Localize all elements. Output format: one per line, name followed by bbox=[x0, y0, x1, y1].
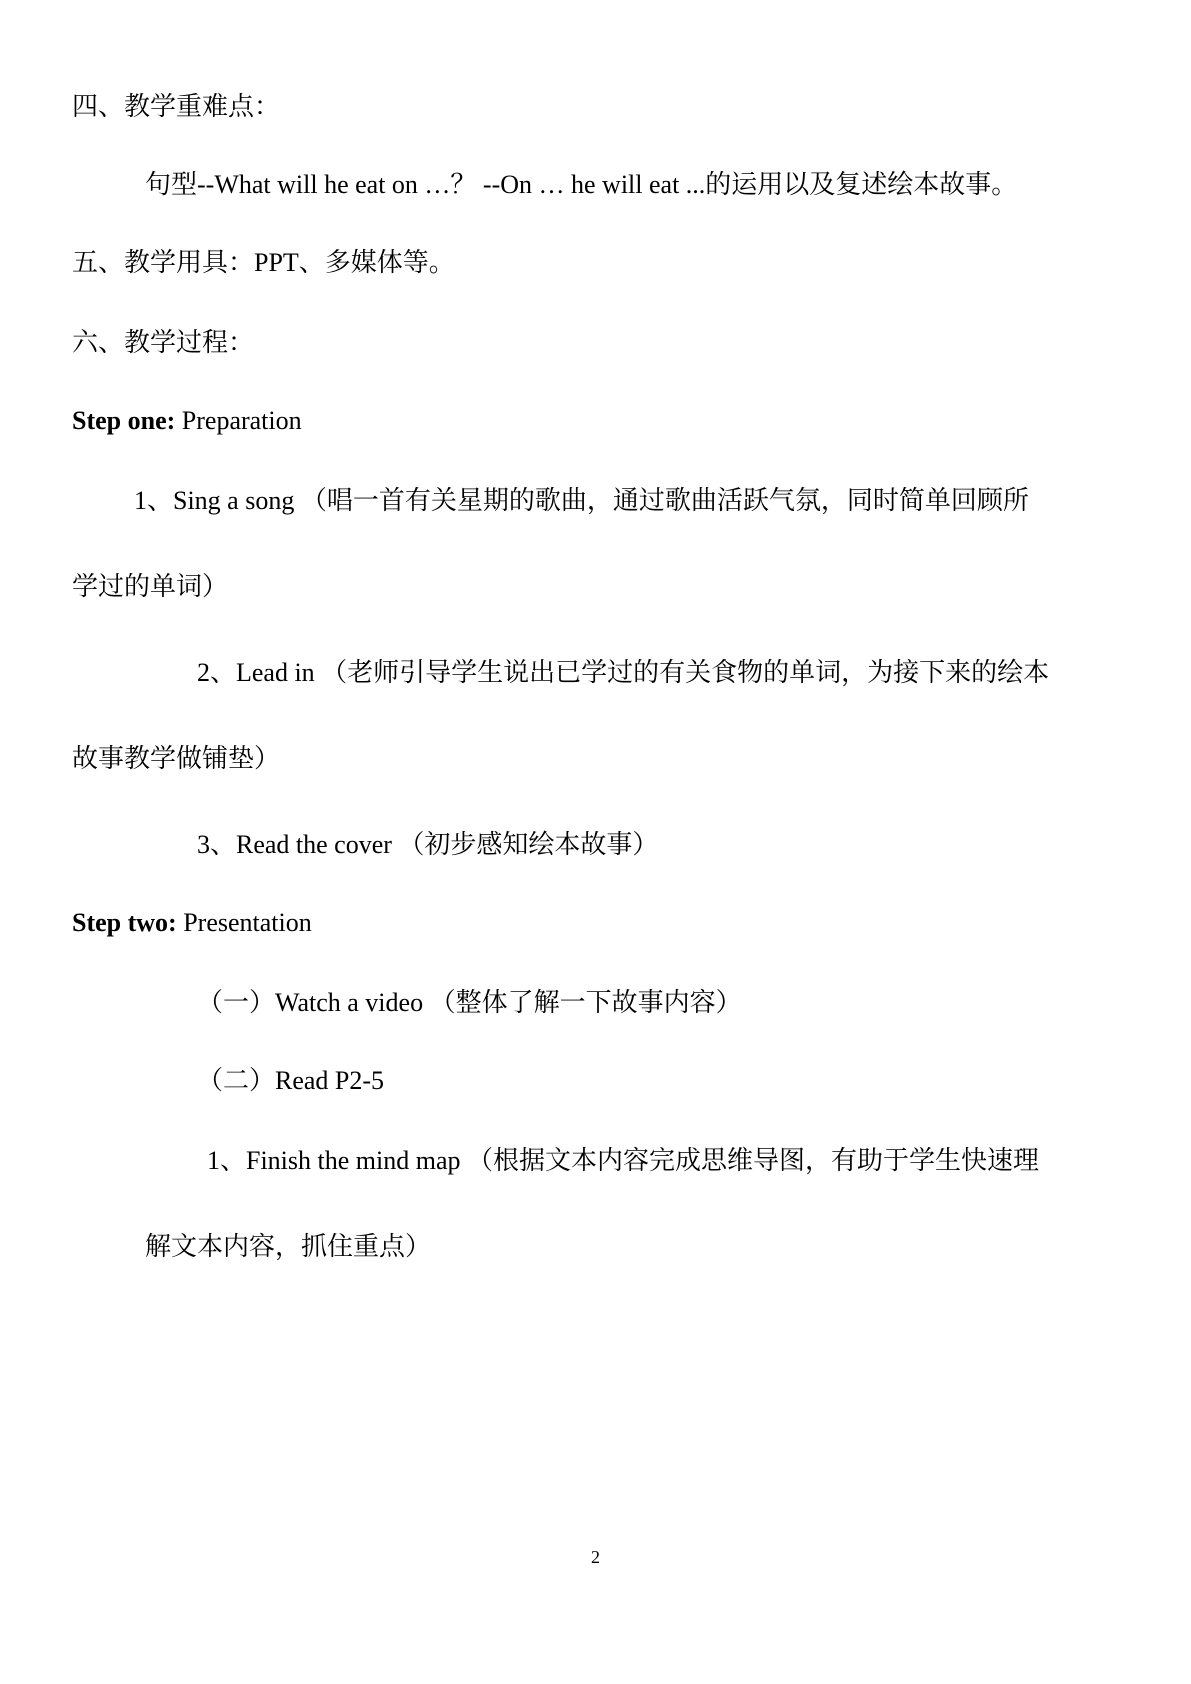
step-two-sub1: （一）Watch a video （整体了解一下故事内容） bbox=[197, 988, 742, 1017]
section5-text: 五、教学用具：PPT、多媒体等。 bbox=[72, 248, 455, 277]
step-two-label: Step two: bbox=[72, 908, 177, 937]
section6-heading: 六、教学过程： bbox=[72, 328, 255, 357]
step-one-item3: 3、Read the cover （初步感知绘本故事） bbox=[197, 830, 659, 859]
step-two-sub2: （二）Read P2-5 bbox=[197, 1066, 385, 1095]
step-two-title: Presentation bbox=[176, 908, 312, 937]
step-one-heading bbox=[72, 404, 302, 438]
step-one-item2-line2: 故事教学做铺垫） bbox=[72, 744, 281, 773]
section4-content: 句型--What will he eat on …？ --On … he will eat ...的运用以及复述绘本故事。 bbox=[145, 170, 1018, 199]
step-one-title: Preparation bbox=[175, 406, 302, 435]
step-one-item1-line2: 学过的单词） bbox=[72, 572, 229, 601]
step-one-label: Step one: bbox=[72, 406, 176, 435]
section4-heading: 四、教学重难点： bbox=[72, 92, 281, 121]
step-one-item1-line1: 1、Sing a song （唱一首有关星期的歌曲，通过歌曲活跃气氛，同时简单回顾所 bbox=[134, 486, 1029, 515]
step-two-heading bbox=[72, 906, 312, 940]
page-number: 2 bbox=[591, 1547, 600, 1567]
step-two-item1-line1: 1、Finish the mind map （根据文本内容完成思维导图，有助于学生快速理 bbox=[207, 1146, 1040, 1175]
step-two-item1-line2: 解文本内容，抓住重点） bbox=[145, 1232, 432, 1261]
step-one-item2-line1: 2、Lead in （老师引导学生说出已学过的有关食物的单词，为接下来的绘本 bbox=[197, 658, 1050, 687]
